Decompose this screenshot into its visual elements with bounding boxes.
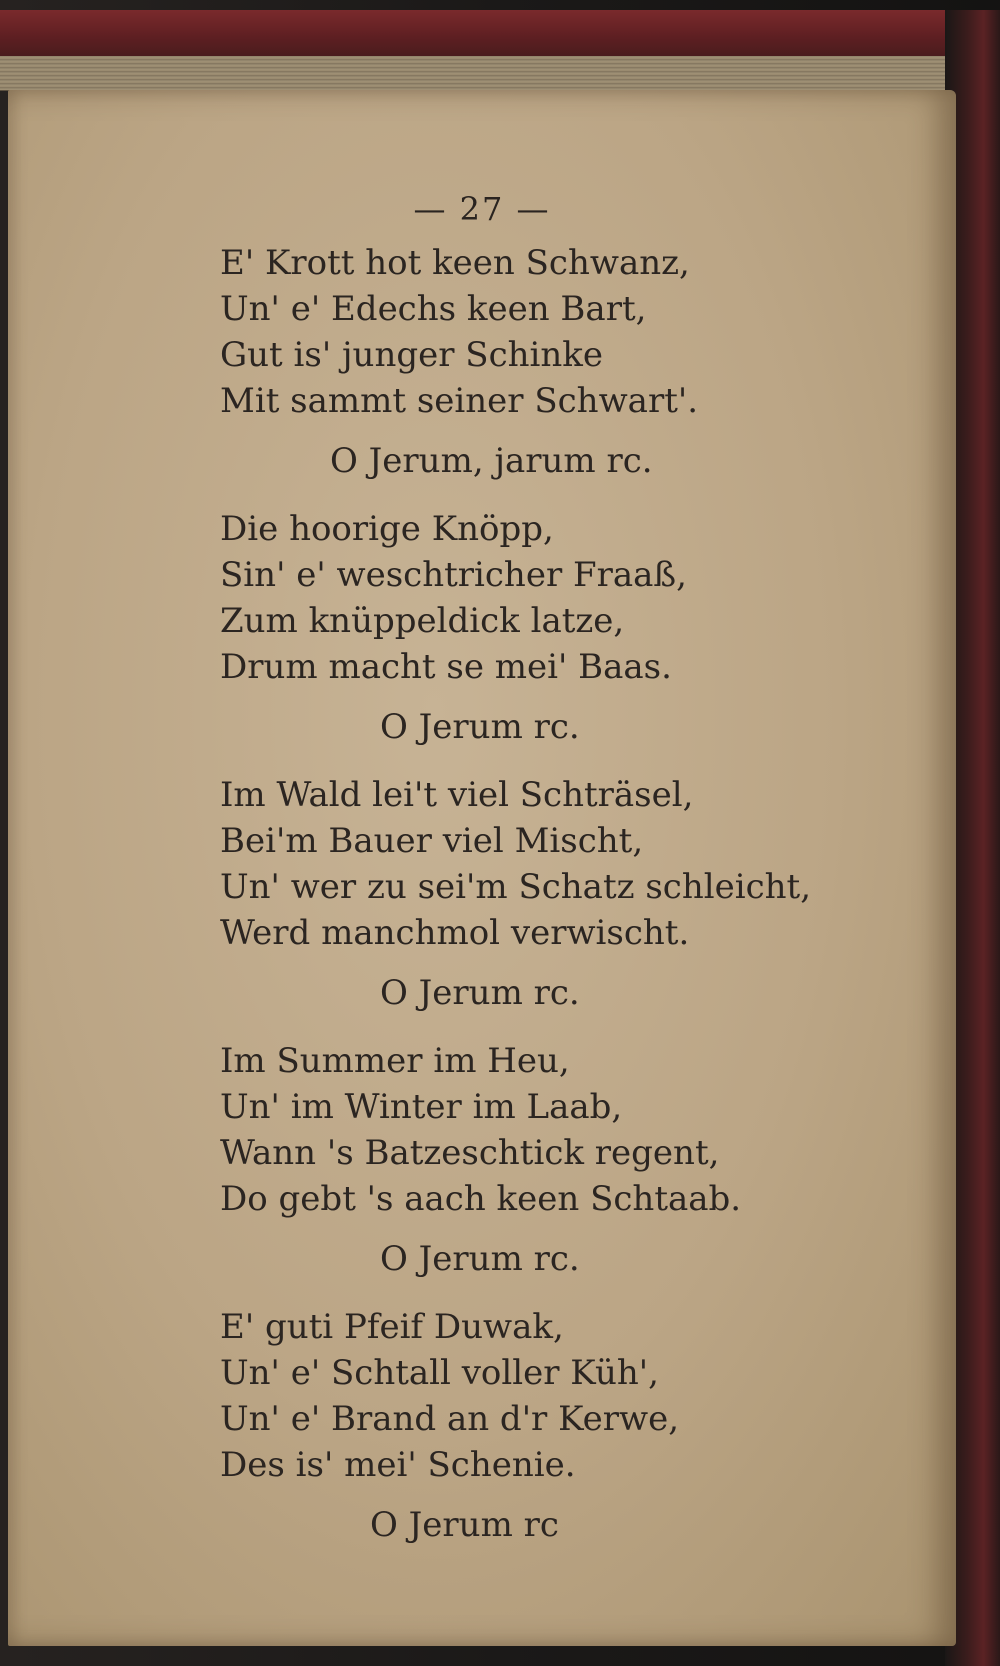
verse-line: Im Summer im Heu, bbox=[220, 1041, 570, 1081]
verse-line: Bei'm Bauer viel Mischt, bbox=[220, 821, 644, 861]
stanza-4 bbox=[220, 1038, 920, 1282]
page-edges bbox=[0, 56, 945, 91]
verse-line: Drum macht se mei' Baas. bbox=[220, 647, 672, 687]
verse-line: Do gebt 's aach keen Schtaab. bbox=[220, 1179, 742, 1219]
verse-line: Gut is' junger Schinke bbox=[220, 335, 604, 375]
verse-line: E' Krott hot keen Schwanz, bbox=[220, 243, 690, 283]
refrain: O Jerum rc bbox=[370, 1505, 559, 1545]
refrain: O Jerum rc. bbox=[380, 707, 580, 747]
verse-line: E' guti Pfeif Duwak, bbox=[220, 1307, 564, 1347]
verse-line: Sin' e' weschtricher Fraaß, bbox=[220, 555, 687, 595]
poem bbox=[220, 240, 920, 1548]
refrain: O Jerum rc. bbox=[380, 1239, 580, 1279]
refrain: O Jerum, jarum rc. bbox=[330, 441, 653, 481]
stanza-2 bbox=[220, 506, 920, 750]
verse-line: Un' wer zu sei'm Schatz schleicht, bbox=[220, 867, 811, 907]
verse-line: Un' e' Edechs keen Bart, bbox=[220, 289, 647, 329]
stanza-3 bbox=[220, 772, 920, 1016]
verse-line: Des is' mei' Schenie. bbox=[220, 1445, 576, 1485]
book-page bbox=[8, 90, 956, 1646]
verse-line: Un' e' Schtall voller Küh', bbox=[220, 1353, 659, 1393]
page-number: — 27 — bbox=[413, 190, 551, 228]
refrain: O Jerum rc. bbox=[380, 973, 580, 1013]
verse-line: Die hoorige Knöpp, bbox=[220, 509, 554, 549]
stanza-1 bbox=[220, 240, 920, 484]
verse-line: Zum knüppeldick latze, bbox=[220, 601, 625, 641]
verse-line: Wann 's Batzeschtick regent, bbox=[220, 1133, 720, 1173]
verse-line: Im Wald lei't viel Schträsel, bbox=[220, 775, 694, 815]
verse-line: Werd manchmol verwischt. bbox=[220, 913, 690, 953]
verse-line: Mit sammt seiner Schwart'. bbox=[220, 381, 699, 421]
verse-line: Un' e' Brand an d'r Kerwe, bbox=[220, 1399, 679, 1439]
verse-line: Un' im Winter im Laab, bbox=[220, 1087, 623, 1127]
stanza-5 bbox=[220, 1304, 920, 1548]
